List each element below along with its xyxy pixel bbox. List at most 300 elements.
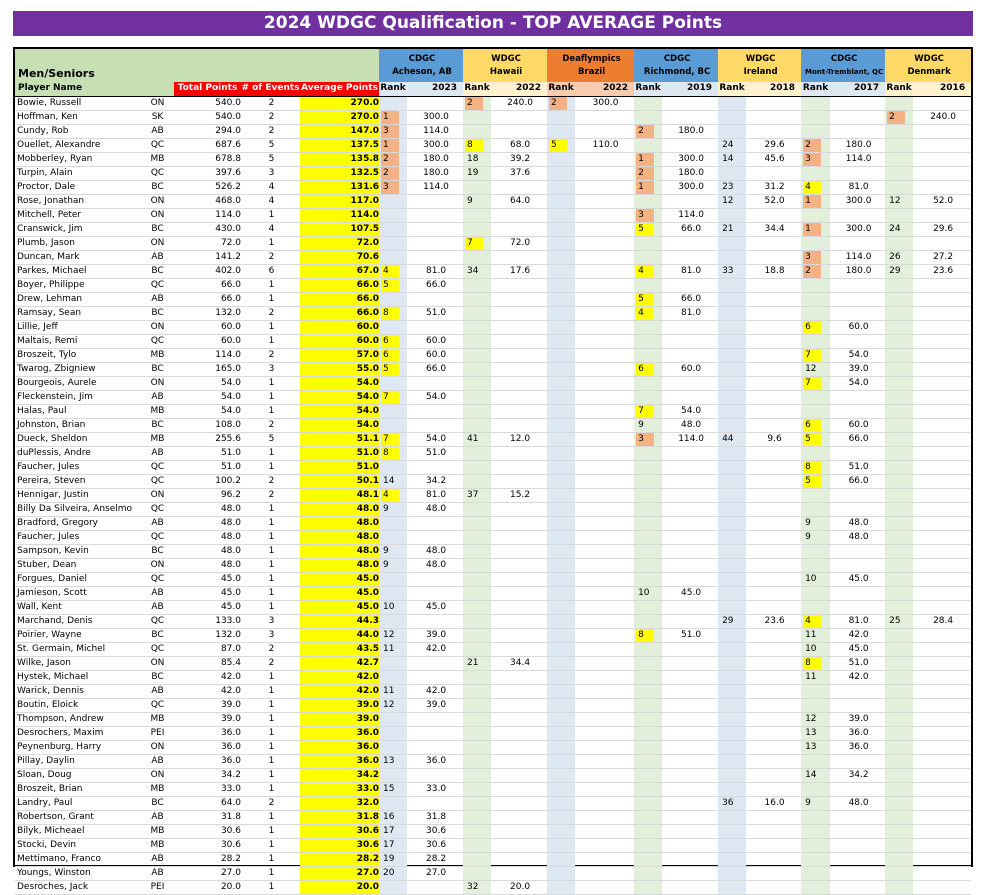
event-points — [575, 418, 634, 432]
player-province: BC — [139, 628, 174, 642]
event-rank — [885, 362, 913, 376]
player-province: AB — [139, 866, 174, 880]
header-row-events — [15, 49, 971, 82]
event-points: 240.0 — [913, 110, 971, 124]
event-points — [746, 418, 801, 432]
event-points — [913, 558, 971, 572]
event-rank — [801, 124, 830, 138]
event-points — [913, 166, 971, 180]
event-points — [830, 124, 885, 138]
event-rank — [463, 838, 491, 852]
table-row — [15, 194, 971, 208]
event-place: Brazil — [577, 66, 606, 77]
event-points — [407, 418, 463, 432]
event-points — [746, 740, 801, 754]
event-points — [913, 362, 971, 376]
player-name: Peynenburg, Harry — [15, 740, 139, 754]
table-row — [15, 488, 971, 502]
event-rank — [379, 166, 407, 180]
event-rank — [463, 516, 491, 530]
event-points: 60.0 — [407, 334, 463, 348]
event-points — [913, 754, 971, 768]
table-row — [15, 586, 971, 600]
event-rank — [379, 320, 407, 334]
event-points: 114.0 — [662, 208, 718, 222]
total-points: 66.0 — [174, 292, 241, 306]
player-name: Jamieson, Scott — [15, 586, 139, 600]
player-province: QC — [139, 474, 174, 488]
rank-value: 29 — [889, 265, 901, 276]
event-rank — [885, 124, 913, 138]
total-points: 133.0 — [174, 614, 241, 628]
event-name: WDGC — [491, 53, 521, 64]
event-points: 60.0 — [830, 320, 885, 334]
event-rank — [463, 362, 491, 376]
events-count: 1 — [241, 292, 300, 306]
event-rank — [718, 390, 746, 404]
player-name: Landry, Paul — [15, 796, 139, 810]
event-rank — [547, 712, 575, 726]
event-points — [746, 446, 801, 460]
table-row — [15, 166, 971, 180]
event-points: 31.2 — [746, 180, 801, 194]
event-points: 60.0 — [830, 418, 885, 432]
event-points — [913, 600, 971, 614]
event-points — [830, 404, 885, 418]
event-points — [662, 810, 718, 824]
event-points — [407, 740, 463, 754]
event-rank — [718, 670, 746, 684]
total-points: 114.0 — [174, 208, 241, 222]
player-province: ON — [139, 558, 174, 572]
player-name: Dueck, Sheldon — [15, 432, 139, 446]
event-points — [491, 866, 547, 880]
event-rank — [463, 754, 491, 768]
event-points — [407, 796, 463, 810]
event-points — [491, 278, 547, 292]
event-rank — [463, 824, 491, 838]
event-rank — [634, 740, 662, 754]
event-points — [491, 418, 547, 432]
player-name: Proctor, Dale — [15, 180, 139, 194]
event-rank — [885, 642, 913, 656]
total-points: 678.8 — [174, 152, 241, 166]
player-name: St. Germain, Michel — [15, 642, 139, 656]
event-rank — [885, 152, 913, 166]
player-province: AB — [139, 600, 174, 614]
event-rank — [885, 628, 913, 642]
average-points: 30.6 — [300, 838, 379, 852]
event-points — [575, 558, 634, 572]
event-points: 81.0 — [830, 614, 885, 628]
player-province: ON — [139, 320, 174, 334]
event-rank — [885, 488, 913, 502]
player-province: BC — [139, 670, 174, 684]
player-province: QC — [139, 572, 174, 586]
average-points: 66.0 — [300, 292, 379, 306]
total-points: 100.2 — [174, 474, 241, 488]
event-points — [746, 502, 801, 516]
event-rank — [634, 236, 662, 250]
total-points: 42.0 — [174, 670, 241, 684]
event-rank — [718, 726, 746, 740]
event-rank — [634, 334, 662, 348]
events-count: 1 — [241, 558, 300, 572]
event-points: 81.0 — [830, 180, 885, 194]
event-points — [830, 446, 885, 460]
event-rank — [463, 474, 491, 488]
events-count: 1 — [241, 320, 300, 334]
event-points — [746, 824, 801, 838]
event-rank — [885, 516, 913, 530]
event-rank — [718, 600, 746, 614]
player-province: ON — [139, 376, 174, 390]
event-points — [913, 670, 971, 684]
event-rank — [885, 572, 913, 586]
event-points — [491, 390, 547, 404]
total-points: 540.0 — [174, 96, 241, 110]
rank-value: 13 — [383, 755, 395, 766]
event-rank — [547, 866, 575, 880]
rank-value: 1 — [381, 111, 399, 124]
table-row — [15, 684, 971, 698]
event-points — [575, 628, 634, 642]
event-points: 45.0 — [830, 642, 885, 656]
event-rank — [634, 768, 662, 782]
event-name: CDGC — [830, 53, 858, 64]
event-points: 48.0 — [662, 418, 718, 432]
event-rank — [718, 586, 746, 600]
event-rank — [885, 670, 913, 684]
event-points — [913, 684, 971, 698]
rank-value: 5 — [381, 279, 399, 292]
event-rank — [379, 110, 407, 124]
event-points: 42.0 — [407, 684, 463, 698]
event-points — [913, 712, 971, 726]
rank-value: 13 — [805, 741, 817, 752]
player-province: MB — [139, 824, 174, 838]
event-points — [575, 810, 634, 824]
event-rank — [463, 418, 491, 432]
event-points — [491, 796, 547, 810]
event-rank — [885, 782, 913, 796]
player-name: Maltais, Remi — [15, 334, 139, 348]
event-points — [662, 768, 718, 782]
event-points — [746, 334, 801, 348]
events-count: 2 — [241, 250, 300, 264]
events-count: 1 — [241, 208, 300, 222]
event-points — [830, 838, 885, 852]
event-points — [662, 390, 718, 404]
rank-value: 1 — [636, 153, 654, 166]
player-province: ON — [139, 656, 174, 670]
event-rank — [634, 880, 662, 894]
rank-value: 6 — [381, 349, 399, 362]
rank-value: 9 — [638, 419, 644, 430]
event-points — [830, 96, 885, 110]
event-rank — [463, 180, 491, 194]
event-rank — [547, 278, 575, 292]
player-province: AB — [139, 586, 174, 600]
average-points: 57.0 — [300, 348, 379, 362]
event-points: 300.0 — [830, 222, 885, 236]
rank-value: 7 — [636, 405, 654, 418]
event-points — [662, 726, 718, 740]
event-rank — [379, 460, 407, 474]
total-points: 48.0 — [174, 516, 241, 530]
event-points — [913, 306, 971, 320]
event-points: 37.6 — [491, 166, 547, 180]
average-points: 147.0 — [300, 124, 379, 138]
event-rank — [379, 362, 407, 376]
total-points: 48.0 — [174, 544, 241, 558]
event-rank — [801, 558, 830, 572]
event-points — [913, 236, 971, 250]
event-rank — [634, 684, 662, 698]
event-rank — [885, 754, 913, 768]
rank-value: 5 — [803, 433, 821, 446]
average-points: 66.0 — [300, 306, 379, 320]
event-rank — [801, 740, 830, 754]
event-rank — [463, 852, 491, 866]
player-name: Faucher, Jules — [15, 460, 139, 474]
event-header-3 — [634, 49, 718, 82]
event-points: 27.0 — [407, 866, 463, 880]
event-points: 9.6 — [746, 432, 801, 446]
event-points — [746, 628, 801, 642]
event-points — [913, 586, 971, 600]
event-rank — [379, 418, 407, 432]
event-points — [491, 110, 547, 124]
rank-value: 14 — [805, 769, 817, 780]
event-rank — [634, 712, 662, 726]
player-name: Pereira, Steven — [15, 474, 139, 488]
event-points — [575, 740, 634, 754]
event-points — [491, 838, 547, 852]
event-rank — [885, 166, 913, 180]
event-rank — [718, 418, 746, 432]
average-points: 45.0 — [300, 600, 379, 614]
total-points: 39.0 — [174, 698, 241, 712]
event-rank — [463, 810, 491, 824]
event-points — [662, 348, 718, 362]
rank-value: 7 — [803, 377, 821, 390]
event-rank — [634, 698, 662, 712]
event-rank — [463, 110, 491, 124]
rank-value: 16 — [383, 811, 395, 822]
event-points — [407, 208, 463, 222]
event-rank — [885, 334, 913, 348]
event-points: 42.0 — [830, 628, 885, 642]
event-points: 36.0 — [830, 740, 885, 754]
event-rank — [801, 698, 830, 712]
event-points: 60.0 — [662, 362, 718, 376]
event-points — [913, 208, 971, 222]
table-row — [15, 362, 971, 376]
event-points — [746, 236, 801, 250]
average-points: 42.0 — [300, 670, 379, 684]
average-points: 43.5 — [300, 642, 379, 656]
event-rank — [379, 684, 407, 698]
event-rank — [801, 516, 830, 530]
event-points: 51.0 — [830, 656, 885, 670]
event-points — [746, 474, 801, 488]
player-name: Plumb, Jason — [15, 236, 139, 250]
event-rank — [718, 684, 746, 698]
rank-value: 12 — [383, 629, 395, 640]
event-points — [491, 530, 547, 544]
player-province: AB — [139, 684, 174, 698]
event-points — [913, 446, 971, 460]
event-points — [407, 670, 463, 684]
event-rank — [718, 96, 746, 110]
events-count: 1 — [241, 446, 300, 460]
event-rank — [379, 866, 407, 880]
event-rank — [463, 488, 491, 502]
event-points — [830, 208, 885, 222]
event-points — [575, 166, 634, 180]
event-rank — [718, 404, 746, 418]
event-rank — [547, 446, 575, 460]
event-points — [746, 250, 801, 264]
event-rank — [379, 264, 407, 278]
table-row — [15, 390, 971, 404]
event-rank — [634, 530, 662, 544]
event-points: 66.0 — [830, 474, 885, 488]
player-province: AB — [139, 250, 174, 264]
player-name-header: Player Name — [15, 82, 174, 96]
player-province: QC — [139, 530, 174, 544]
total-points: 20.0 — [174, 880, 241, 894]
average-points: 66.0 — [300, 278, 379, 292]
event-rank — [547, 124, 575, 138]
event-points — [662, 474, 718, 488]
event-points — [746, 96, 801, 110]
event-points — [913, 348, 971, 362]
event-points — [491, 614, 547, 628]
event-points — [491, 726, 547, 740]
event-rank — [801, 586, 830, 600]
event-points: 48.0 — [407, 544, 463, 558]
event-rank — [634, 446, 662, 460]
event-points — [830, 810, 885, 824]
event-points — [662, 96, 718, 110]
event-points — [575, 390, 634, 404]
player-province: ON — [139, 194, 174, 208]
event-points: 39.2 — [491, 152, 547, 166]
player-province: AB — [139, 810, 174, 824]
event-points — [407, 236, 463, 250]
rank-value: 2 — [549, 97, 567, 110]
event-rank — [801, 474, 830, 488]
player-province: MB — [139, 782, 174, 796]
rank-value: 7 — [465, 237, 483, 250]
event-points — [662, 656, 718, 670]
event-points — [491, 586, 547, 600]
player-name: Hystek, Michael — [15, 670, 139, 684]
table-row — [15, 516, 971, 530]
player-province: AB — [139, 852, 174, 866]
player-province: AB — [139, 390, 174, 404]
event-points — [491, 124, 547, 138]
event-rank — [718, 838, 746, 852]
event-points — [575, 824, 634, 838]
event-points — [662, 852, 718, 866]
event-rank — [379, 432, 407, 446]
event-points — [491, 460, 547, 474]
event-points — [575, 796, 634, 810]
event-points — [407, 768, 463, 782]
player-province: QC — [139, 642, 174, 656]
events-count: 1 — [241, 600, 300, 614]
rank-value: 24 — [722, 139, 734, 150]
event-points — [662, 698, 718, 712]
event-points — [913, 432, 971, 446]
event-rank — [885, 460, 913, 474]
event-points — [407, 530, 463, 544]
event-points: 42.0 — [830, 670, 885, 684]
event-rank — [463, 306, 491, 320]
event-rank — [634, 320, 662, 334]
total-points: 39.0 — [174, 712, 241, 726]
event-rank — [801, 614, 830, 628]
rank-value: 4 — [381, 265, 399, 278]
event-rank — [463, 880, 491, 894]
average-points: 44.0 — [300, 628, 379, 642]
table-row — [15, 278, 971, 292]
rank-value: 2 — [636, 167, 654, 180]
table-row — [15, 600, 971, 614]
average-points: 42.7 — [300, 656, 379, 670]
event-points — [575, 320, 634, 334]
average-points: 51.1 — [300, 432, 379, 446]
event-points — [746, 376, 801, 390]
rank-value: 5 — [803, 475, 821, 488]
total-points: 87.0 — [174, 642, 241, 656]
event-rank — [801, 866, 830, 880]
rank-value: 4 — [381, 489, 399, 502]
rank-value: 2 — [636, 125, 654, 138]
event-points — [491, 824, 547, 838]
average-points: 51.0 — [300, 460, 379, 474]
event-points: 30.6 — [407, 824, 463, 838]
total-points: 51.0 — [174, 460, 241, 474]
event-rank — [379, 558, 407, 572]
table-body — [15, 49, 971, 894]
event-rank — [463, 376, 491, 390]
event-points — [575, 208, 634, 222]
qualification-table — [15, 49, 971, 895]
event-header-2 — [547, 49, 634, 82]
rank-value: 4 — [803, 181, 821, 194]
player-province: QC — [139, 166, 174, 180]
event-points — [491, 698, 547, 712]
event-points — [407, 516, 463, 530]
event-rank — [718, 740, 746, 754]
event-points — [830, 390, 885, 404]
events-count: 1 — [241, 684, 300, 698]
events-count: 1 — [241, 754, 300, 768]
total-points: 30.6 — [174, 824, 241, 838]
events-count: 1 — [241, 376, 300, 390]
event-rank — [718, 558, 746, 572]
rank-value: 2 — [381, 153, 399, 166]
table-row — [15, 712, 971, 726]
event-points — [575, 334, 634, 348]
event-place: Hawaii — [489, 66, 523, 77]
event-rank — [885, 292, 913, 306]
event-year-header: 2016 — [913, 82, 971, 96]
